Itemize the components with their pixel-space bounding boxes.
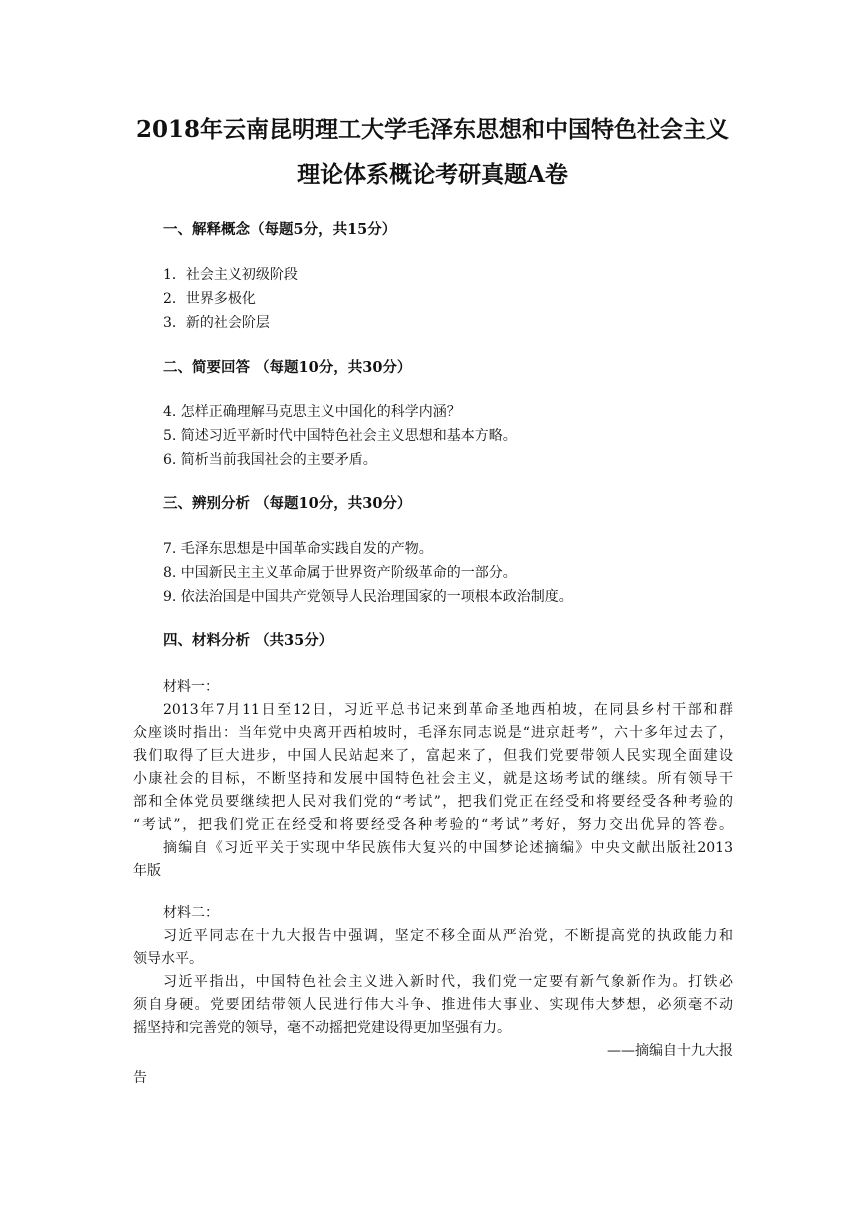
question-2: 2．世界多极化 bbox=[163, 291, 256, 307]
material-2-source-cont: 告 bbox=[133, 1070, 147, 1086]
material-2-p2-cont: 摇坚持和完善党的领导，毫不动摇把党建设得更加坚强有力。 bbox=[133, 1020, 511, 1036]
question-7: 7. 毛泽东思想是中国革命实践自发的产物。 bbox=[163, 541, 433, 557]
material-1-source: 摘编自《习近平关于实现中华民族伟大复兴的中国梦论述摘编》中央文献出版社2013 bbox=[163, 840, 733, 856]
material-2-p2: 习近平指出，中国特色社会主义进入新时代，我们党一定要有新气象新作为。打铁必 bbox=[163, 974, 733, 990]
question-4: 4. 怎样正确理解马克思主义中国化的科学内涵？ bbox=[163, 404, 461, 420]
question-3: 3．新的社会阶层 bbox=[163, 315, 270, 331]
material-1-line: 部和全体党员要继续把人民对我们党的“考试”，把我们党正在经受和将要经受各种考验的 bbox=[133, 794, 733, 810]
question-9: 9. 依法治国是中国共产党领导人民治理国家的一项根本政治制度。 bbox=[163, 589, 573, 605]
question-8: 8. 中国新民主主义革命属于世界资产阶级革命的一部分。 bbox=[163, 565, 517, 581]
material-2-p1: 习近平同志在十九大报告中强调，坚定不移全面从严治党，不断提高党的执政能力和 bbox=[163, 928, 733, 944]
section-2-heading: 二、简要回答 （每题10分，共30分） bbox=[163, 359, 412, 376]
material-1-line: 众座谈时指出：当年党中央离开西柏坡时，毛泽东同志说是“进京赶考”，六十多年过去了， bbox=[133, 725, 733, 741]
material-1-label: 材料一： bbox=[163, 679, 219, 695]
exam-title-line2: 理论体系概论考研真题A卷 bbox=[297, 161, 568, 188]
exam-title-line1: 2018年云南昆明理工大学毛泽东思想和中国特色社会主义 bbox=[135, 116, 729, 143]
question-1: 1．社会主义初级阶段 bbox=[163, 267, 298, 283]
material-1-line: 我们取得了巨大进步，中国人民站起来了，富起来了，但我们党要带领人民实现全面建设 bbox=[133, 748, 733, 764]
section-1-heading: 一、解释概念（每题5分，共15分） bbox=[163, 221, 397, 238]
material-1-line: 小康社会的目标，不断坚持和发展中国特色社会主义，就是这场考试的继续。所有领导干 bbox=[133, 771, 733, 787]
material-2-label: 材料二： bbox=[163, 905, 219, 921]
section-3-heading: 三、辨别分析 （每题10分，共30分） bbox=[163, 495, 412, 512]
material-1-line: 2013年7月11日至12日，习近平总书记来到革命圣地西柏坡，在同县乡村干部和群 bbox=[163, 702, 733, 718]
section-4-heading: 四、材料分析 （共35分） bbox=[163, 632, 334, 649]
material-1-source-cont: 年版 bbox=[133, 863, 161, 879]
material-1 bbox=[133, 676, 733, 883]
material-2 bbox=[133, 902, 733, 1090]
question-5: 5. 简述习近平新时代中国特色社会主义思想和基本方略。 bbox=[163, 428, 517, 444]
material-2-source: ——摘编自十九大报 bbox=[607, 1043, 733, 1059]
material-1-line: “考试”，把我们党正在经受和将要经受各种考验的“考试”考好，努力交出优异的答卷。 bbox=[133, 817, 733, 833]
material-2-p2-cont: 须自身硬。党要团结带领人民进行伟大斗争、推进伟大事业、实现伟大梦想，必须毫不动 bbox=[133, 997, 733, 1013]
material-2-p1-cont: 领导水平。 bbox=[133, 951, 203, 967]
question-6: 6. 简析当前我国社会的主要矛盾。 bbox=[163, 452, 377, 468]
